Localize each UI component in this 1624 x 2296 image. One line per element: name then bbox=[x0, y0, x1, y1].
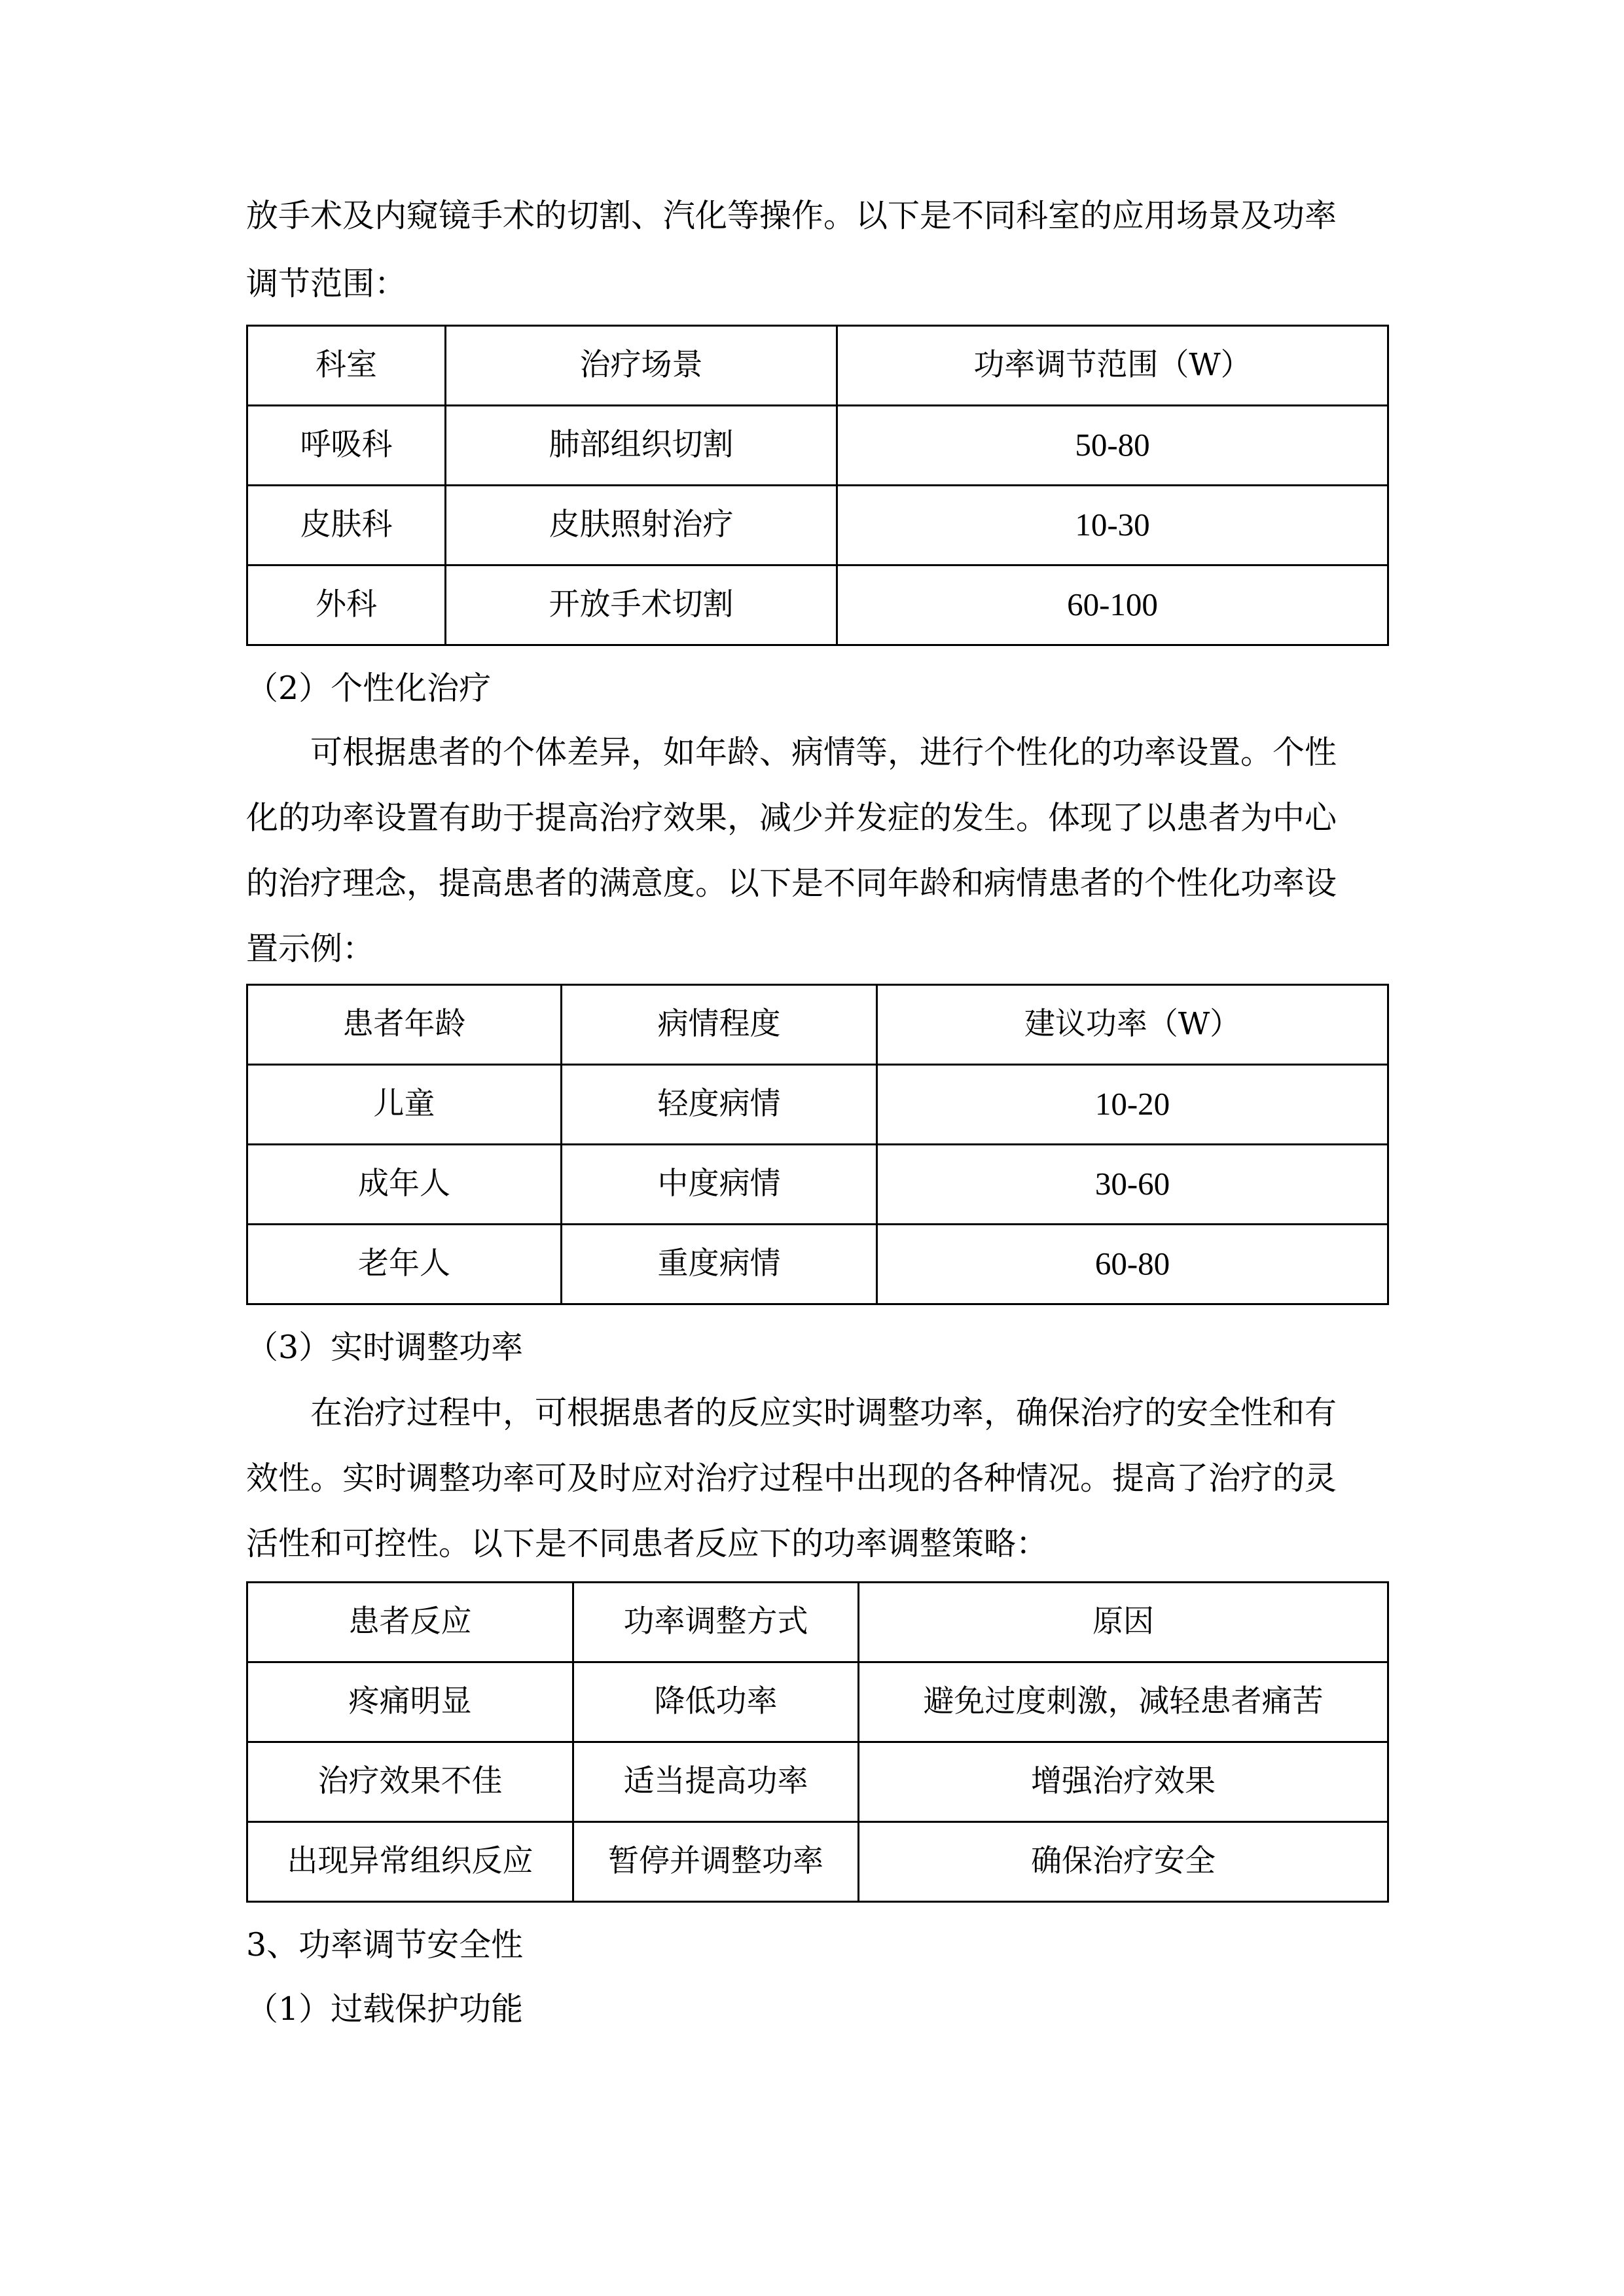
subsection-heading-overload: （1）过载保护功能 bbox=[246, 1990, 524, 2028]
table-cell: 成年人 bbox=[247, 1145, 562, 1225]
table-row bbox=[247, 486, 1388, 565]
section3-line-3: 活性和可控性。以下是不同患者反应下的功率调整策略： bbox=[246, 1525, 1049, 1562]
table-row bbox=[247, 1065, 1388, 1145]
table-header-cell: 治疗场景 bbox=[446, 326, 837, 406]
age-power-table bbox=[246, 984, 1389, 1305]
table-header-cell: 功率调整方式 bbox=[573, 1583, 859, 1662]
section2-line-3: 的治疗理念，提高患者的满意度。以下是不同年龄和病情患者的个性化功率设 bbox=[246, 865, 1337, 902]
table-cell: 出现异常组织反应 bbox=[247, 1822, 573, 1902]
table-cell: 60-80 bbox=[877, 1225, 1388, 1304]
section3-line-1: 在治疗过程中，可根据患者的反应实时调整功率，确保治疗的安全性和有 bbox=[310, 1394, 1337, 1431]
table-row bbox=[247, 1662, 1388, 1742]
table-cell: 50-80 bbox=[837, 406, 1388, 486]
table-cell: 中度病情 bbox=[562, 1145, 877, 1225]
table-cell: 治疗效果不佳 bbox=[247, 1742, 573, 1822]
section2-line-2: 化的功率设置有助于提高治疗效果，减少并发症的发生。体现了以患者为中心 bbox=[246, 799, 1337, 836]
section-heading-safety: 3、功率调节安全性 bbox=[246, 1926, 524, 1964]
reaction-strategy-table bbox=[246, 1581, 1389, 1903]
table-header-cell: 科室 bbox=[247, 326, 446, 406]
intro-line-2: 调节范围： bbox=[246, 265, 407, 302]
section2-line-4: 置示例： bbox=[246, 930, 375, 967]
table-cell: 暂停并调整功率 bbox=[573, 1822, 859, 1902]
table-cell: 老年人 bbox=[247, 1225, 562, 1304]
table-row bbox=[247, 565, 1388, 645]
section-heading-personalized: （2）个性化治疗 bbox=[246, 670, 492, 707]
table-header-cell: 患者年龄 bbox=[247, 985, 562, 1065]
table-header-cell: 患者反应 bbox=[247, 1583, 573, 1662]
table-cell: 开放手术切割 bbox=[446, 565, 837, 645]
table-header-row bbox=[247, 326, 1388, 406]
table-cell: 60-100 bbox=[837, 565, 1388, 645]
table-cell: 确保治疗安全 bbox=[859, 1822, 1388, 1902]
table-row bbox=[247, 1225, 1388, 1304]
table-cell: 30-60 bbox=[877, 1145, 1388, 1225]
table-row bbox=[247, 406, 1388, 486]
table-cell: 轻度病情 bbox=[562, 1065, 877, 1145]
table-header-row bbox=[247, 1583, 1388, 1662]
table-cell: 10-20 bbox=[877, 1065, 1388, 1145]
table-header-cell: 建议功率（W） bbox=[877, 985, 1388, 1065]
table-cell: 增强治疗效果 bbox=[859, 1742, 1388, 1822]
table-cell: 适当提高功率 bbox=[573, 1742, 859, 1822]
table-cell: 外科 bbox=[247, 565, 446, 645]
table-cell: 肺部组织切割 bbox=[446, 406, 837, 486]
table-header-row bbox=[247, 985, 1388, 1065]
table-cell: 避免过度刺激，减轻患者痛苦 bbox=[859, 1662, 1388, 1742]
section2-line-1: 可根据患者的个体差异，如年龄、病情等，进行个性化的功率设置。个性 bbox=[310, 734, 1337, 771]
department-power-table bbox=[246, 325, 1389, 646]
table-cell: 疼痛明显 bbox=[247, 1662, 573, 1742]
table-row bbox=[247, 1145, 1388, 1225]
table-cell: 重度病情 bbox=[562, 1225, 877, 1304]
table-header-cell: 病情程度 bbox=[562, 985, 877, 1065]
table-cell: 呼吸科 bbox=[247, 406, 446, 486]
table-row bbox=[247, 1822, 1388, 1902]
table-header-cell: 功率调节范围（W） bbox=[837, 326, 1388, 406]
table-row bbox=[247, 1742, 1388, 1822]
table-header-cell: 原因 bbox=[859, 1583, 1388, 1662]
table-cell: 10-30 bbox=[837, 486, 1388, 565]
section3-line-2: 效性。实时调整功率可及时应对治疗过程中出现的各种情况。提高了治疗的灵 bbox=[246, 1460, 1337, 1497]
intro-line-1: 放手术及内窥镜手术的切割、汽化等操作。以下是不同科室的应用场景及功率 bbox=[246, 197, 1337, 234]
table-cell: 儿童 bbox=[247, 1065, 562, 1145]
table-cell: 降低功率 bbox=[573, 1662, 859, 1742]
table-cell: 皮肤科 bbox=[247, 486, 446, 565]
table-cell: 皮肤照射治疗 bbox=[446, 486, 837, 565]
section-heading-realtime: （3）实时调整功率 bbox=[246, 1329, 524, 1366]
